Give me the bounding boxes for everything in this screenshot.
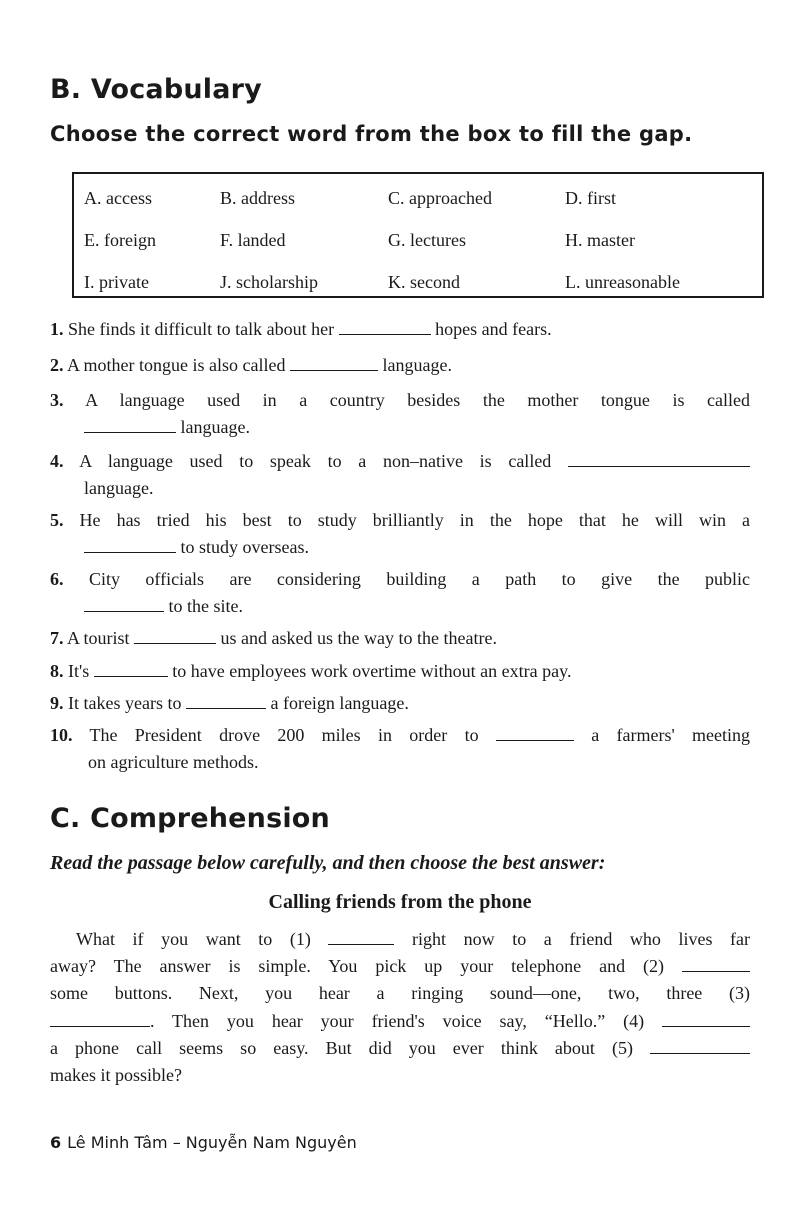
passage-line	[50, 956, 750, 977]
passage-text: away? The answer is simple. You pick up your telephone and (2)	[50, 956, 665, 976]
answer-blank[interactable]	[84, 538, 176, 553]
answer-blank-5[interactable]	[650, 1039, 750, 1054]
answer-blank[interactable]	[84, 418, 176, 433]
question-text: language.	[382, 355, 452, 375]
question-number: 8.	[50, 661, 64, 681]
question-text: to study overseas.	[180, 537, 309, 557]
answer-blank[interactable]	[568, 452, 750, 467]
question-number: 1.	[50, 319, 64, 339]
question-7	[50, 625, 750, 652]
passage-text: some buttons. Next, you hear a ringing sound—one, two, three (3)	[50, 983, 750, 1003]
question-number: 4.	[50, 451, 64, 471]
question-text: us and asked us the way to the theatre.	[220, 628, 497, 648]
answer-blank[interactable]	[94, 662, 168, 677]
answer-blank[interactable]	[496, 726, 574, 741]
section-b-title: B. Vocabulary	[50, 74, 262, 105]
section-c-instruction: Read the passage below carefully, and then choose the best answer:	[50, 852, 606, 874]
question-number: 9.	[50, 693, 64, 713]
question-text: language.	[84, 478, 154, 498]
question-number: 5.	[50, 510, 64, 530]
word-box	[72, 172, 764, 298]
answer-blank[interactable]	[84, 597, 164, 612]
question-text: on agriculture methods.	[88, 752, 259, 772]
passage-text: makes it possible?	[50, 1065, 182, 1085]
question-text: hopes and fears.	[435, 319, 552, 339]
question-3	[50, 387, 750, 441]
question-text: She finds it difficult to talk about her	[68, 319, 335, 339]
passage-line	[50, 983, 750, 1004]
question-text: City officials are considering building a path to give the public	[88, 569, 750, 589]
question-text: A language used to speak to a non–native is called	[79, 451, 552, 471]
answer-blank[interactable]	[290, 356, 378, 371]
answer-blank-2[interactable]	[682, 957, 750, 972]
question-9	[50, 690, 750, 717]
page-number: 6	[50, 1133, 62, 1152]
question-text: to the site.	[168, 596, 243, 616]
passage-text: a phone call seems so easy. But did you ever think about (5)	[50, 1038, 633, 1058]
word-option: E. foreign	[84, 230, 156, 250]
question-6	[50, 566, 750, 620]
question-text: a farmers' meeting	[591, 725, 750, 745]
section-b-instruction: Choose the correct word from the box to fill the gap.	[50, 122, 693, 146]
passage-line	[50, 1038, 750, 1059]
question-text: to have employees work overtime without an extra pay.	[172, 661, 572, 681]
question-text: The President drove 200 miles in order to	[89, 725, 479, 745]
answer-blank[interactable]	[339, 320, 431, 335]
passage-line	[50, 1011, 750, 1032]
section-c-title: C. Comprehension	[50, 803, 330, 834]
word-option: I. private	[84, 272, 149, 292]
answer-blank[interactable]	[186, 694, 266, 709]
passage-text: . Then you hear your friend's voice say, “Hello.” (4)	[150, 1011, 645, 1031]
word-option: J. scholarship	[220, 272, 318, 292]
word-option: F. landed	[220, 230, 286, 250]
question-text: He has tried his best to study brilliantly in the hope that he will win a	[79, 510, 751, 530]
question-8	[50, 658, 750, 685]
word-option: G. lectures	[388, 230, 466, 250]
question-number: 10.	[50, 725, 73, 745]
word-option: H. master	[565, 230, 635, 250]
answer-blank-3[interactable]	[50, 1012, 150, 1027]
answer-blank-1[interactable]	[328, 930, 394, 945]
question-number: 6.	[50, 569, 64, 589]
question-4	[50, 448, 750, 502]
passage-text: right now to a friend who lives far	[412, 929, 751, 949]
passage-text: What if you want to (1)	[76, 929, 311, 949]
question-10	[50, 722, 750, 776]
page-footer	[50, 1133, 357, 1152]
passage-line	[50, 929, 750, 950]
question-text: It's	[68, 661, 90, 681]
footer-authors: Lê Minh Tâm – Nguyễn Nam Nguyên	[67, 1133, 357, 1152]
word-option: A. access	[84, 188, 152, 208]
passage-title: Calling friends from the phone	[268, 891, 532, 913]
question-text: A tourist	[67, 628, 130, 648]
question-1	[50, 316, 750, 343]
question-text: A mother tongue is also called	[67, 355, 286, 375]
answer-blank-4[interactable]	[662, 1012, 750, 1027]
question-text: a foreign language.	[270, 693, 409, 713]
question-text: A language used in a country besides the mother tongue is called	[85, 390, 750, 410]
question-number: 3.	[50, 390, 64, 410]
question-number: 2.	[50, 355, 64, 375]
question-number: 7.	[50, 628, 64, 648]
word-option: C. approached	[388, 188, 492, 208]
word-option: K. second	[388, 272, 460, 292]
question-text: language.	[180, 417, 250, 437]
word-option: L. unreasonable	[565, 272, 680, 292]
question-5	[50, 507, 750, 561]
word-option: B. address	[220, 188, 295, 208]
question-2	[50, 352, 750, 379]
question-text: It takes years to	[68, 693, 182, 713]
word-option: D. first	[565, 188, 616, 208]
passage-line	[50, 1065, 750, 1086]
answer-blank[interactable]	[134, 629, 216, 644]
